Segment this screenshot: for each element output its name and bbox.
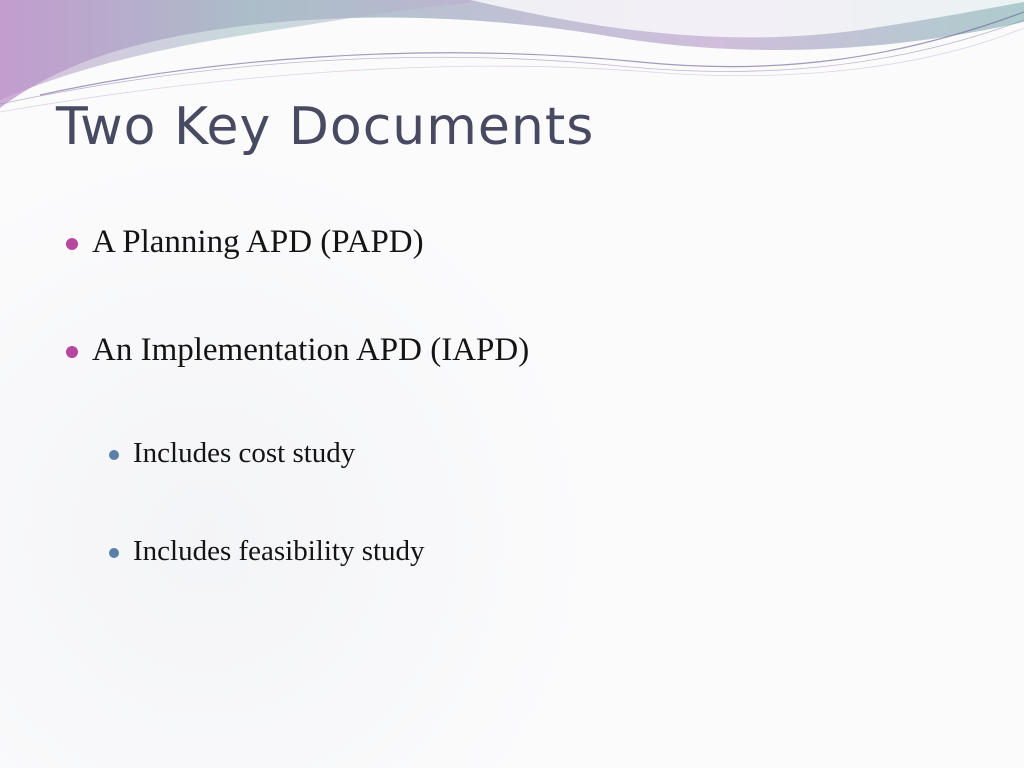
bullet-item: [92, 332, 529, 369]
slide-title: Two Key Documents: [56, 97, 595, 157]
bullet-item: [92, 224, 424, 261]
bullet-dot-icon: [66, 346, 78, 358]
bullet-dot-icon: [66, 238, 78, 250]
sub-bullet-text: Includes feasibility study: [133, 535, 425, 567]
bullet-text: A Planning APD (PAPD): [92, 224, 424, 260]
sub-bullet-item: [133, 437, 355, 470]
sub-bullet-dot-icon: [109, 450, 119, 460]
sub-bullet-item: [133, 535, 425, 568]
sub-bullet-text: Includes cost study: [133, 437, 356, 469]
sub-bullet-dot-icon: [109, 548, 119, 558]
bullet-text: An Implementation APD (IAPD): [92, 332, 530, 368]
